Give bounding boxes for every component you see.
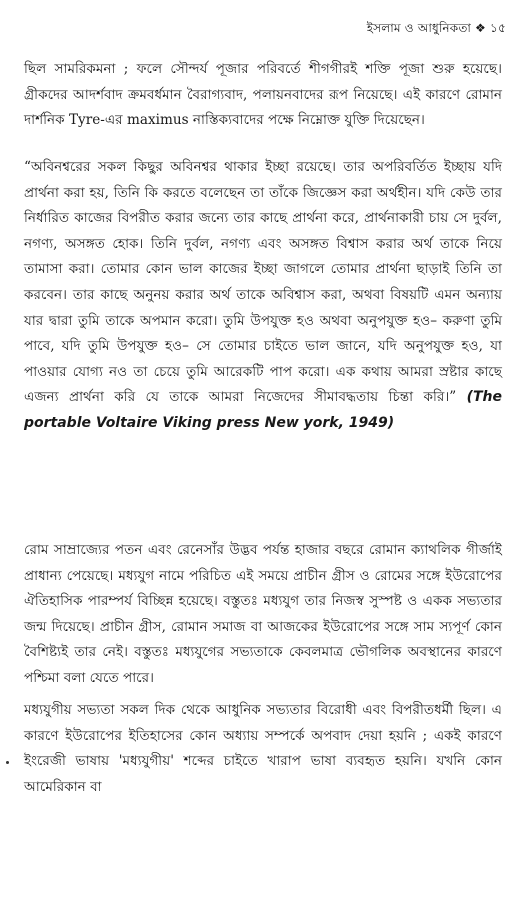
quotation-text: “অবিনশ্বরের সকল কিছুর অবিনশ্বর থাকার ইচ্ছা রয়েছে। তার অপরিবর্তিত ইচ্ছায় যদি প্রার্থনা করা হয়, তিনি কি করতে বলেছেন তা তাঁকে জিজ্ঞেস করা অর্থহীন। যদি কেউ তার নির্ধারিত কাজের বিপরীত করার জন্যে তার কাছে প্রার্থনা করে, প্রার্থনাকারী চায় সে দুর্বল, নগণ্য, অসঙ্গত হোক। তিনি দুর্বল, নগণ্য এবং অসঙ্গত বিশ্বাস করার অর্থ তাকে নিয়ে তামাসা করা। তোমার কোন ভাল কাজের ইচ্ছা জাগলে তোমার প্রার্থনা ছাড়াই তিনি তা করবেন। তার কাছে অনুনয় করার অর্থ তাকে অবিশ্বাস করা, অথবা বিষয়টি এমন অন্যায় যার দ্বারা তুমি তাকে অপমান করো। তুমি উপযুক্ত হও অথবা অনুপযুক্ত হও– করুণা তুমি পাবে, যদি তুমি উপযুক্ত হও– সে তোমার চাইতে ভাল জানে, যদি অনুপযুক্ত হও, যা পাওয়ার যোগ্য নও তা চেয়ে তুমি আরেকটি পাপ করো। এক কথায় আমরা স্রষ্টার কাছে এজন্য প্রার্থনা করি যে তাকে আমরা নিজেদের সীমাবদ্ধতায় চিন্তা করি।” <box>24 159 502 406</box>
citation: (The portable Voltaire Viking press New york, 1949) <box>24 389 502 431</box>
paragraph-1: ছিল সামরিকমনা ; ফলে সৌন্দর্য পূজার পরিবর্তে শীগগীরই শক্তি পূজা শুরু হয়েছে। গ্রীকদের আদর্শবাদ ক্রমবর্ধমান বৈরাগ্যবাদ, পলায়নবাদের রূপ নিয়েছে। এই কারণে রোমান দার্শনিক Tyre-এর maximus নাস্তিক্যবাদের পক্ষে নিম্নোক্ত যুক্তি দিয়েছেন। <box>24 61 502 129</box>
margin-mark <box>6 761 9 764</box>
quotation-paragraph <box>24 155 502 437</box>
paragraph-3: রোম সাম্রাজ্যের পতন এবং রেনেসাঁর উদ্ভব পর্যন্ত হাজার বছরে রোমান ক্যাথলিক গীর্জাই প্রাধান্য পেয়েছে। মধ্যযুগ নামে পরিচিত এই সময়ে প্রাচীন গ্রীস ও রোমের সঙ্গে ইউরোপের ঐতিহাসিক পারম্পর্য বিচ্ছিন্ন হয়েছে। বস্তুতঃ মধ্যযুগ তার নিজস্ব সুস্পষ্ট ও একক সভ্যতার জন্ম দিয়েছে। প্রাচীন গ্রীস, রোমান সমাজ বা আজকের ইউরোপের সঙ্গে সাম স্যপূর্ণ কোন বৈশিষ্ট্যই তার নেই। বস্তুতঃ মধ্যযুগের সভ্যতাকে কেবলমাত্র ভৌগলিক অবস্থানের কারণে পশ্চিমা বলা যেতে পারে। <box>24 542 502 686</box>
running-head: ইসলাম ও আধুনিকতা ❖ ১৫ <box>366 21 506 35</box>
paragraph-4: মধ্যযুগীয় সভ্যতা সকল দিক থেকে আধুনিক সভ্যতার বিরোধী এবং বিপরীতধর্মী ছিল। এ কারণে ইউরোপের ইতিহাসের কোন অধ্যায় সম্পর্কে অপবাদ দেয়া হয়নি ; একই কারণে ইংরেজী ভাষায় 'মধ্যযুগীয়' শব্দের চাইতে খারাপ ভাষা ব্যবহৃত হয়নি। যখনি কোন আমেরিকান বা <box>24 702 502 795</box>
